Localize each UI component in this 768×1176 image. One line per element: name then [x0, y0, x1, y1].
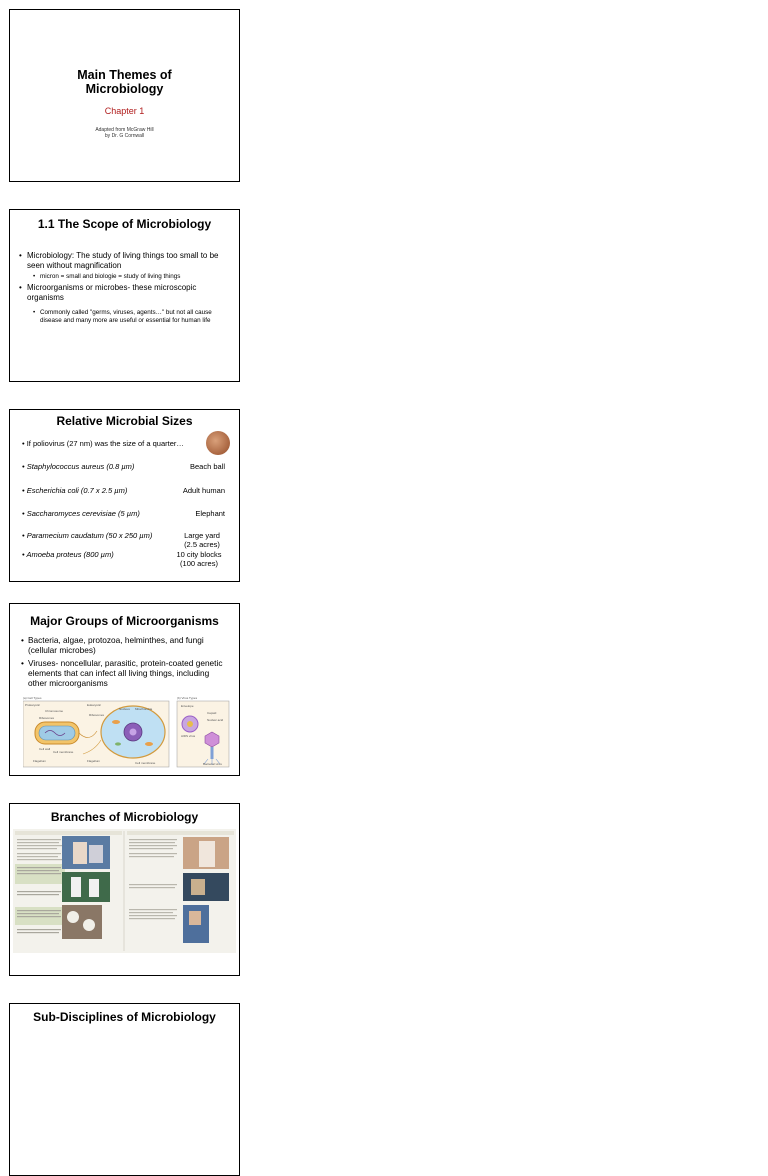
diagram-label: Ribosomes — [89, 713, 105, 717]
size-row-organism: • If poliovirus (27 nm) was the size of a quarter… — [22, 439, 184, 448]
slide-major-groups[interactable] — [9, 603, 240, 776]
credit-line-1: Adapted from McGraw Hill — [95, 127, 154, 133]
size-row-comparison: Elephant — [195, 509, 225, 518]
credit-line-2: by Dr. G Cornwall — [104, 133, 145, 139]
bullet-item: • Viruses- noncellular, parasitic, protein-coated genetic elements that can infect all living things, including other microorganisms — [10, 658, 239, 688]
diagram-label: Eukaryotic — [87, 703, 102, 707]
bullet-item: • Microorganisms or microbes- these microscopic organisms — [10, 283, 239, 303]
textbook-spread-illustration — [13, 829, 236, 953]
size-row-comparison: Adult human — [182, 486, 225, 495]
slide-heading: Sub-Disciplines of Microbiology — [33, 1010, 216, 1024]
textbook-spread-image — [13, 829, 236, 953]
slide-heading: Relative Microbial Sizes — [56, 414, 193, 428]
diagram-label: (a) Cell Types — [23, 696, 42, 700]
slide-credit — [10, 127, 239, 139]
size-row-organism: • Escherichia coli (0.7 x 2.5 µm) — [22, 486, 127, 495]
diagram-label: Ribosomes — [39, 716, 55, 720]
size-row-comparison: Beach ball — [189, 462, 225, 471]
cell-virus-diagram — [23, 696, 235, 768]
bullet-item: • Bacteria, algae, protozoa, helminthes, and fungi (cellular microbes) — [10, 635, 239, 655]
bullet-item: • Microbiology: The study of living things too small to be seen without magnification — [10, 251, 239, 271]
diagram-label: (b) Virus Types — [177, 696, 198, 700]
size-row-organism: • Staphylococcus aureus (0.8 µm) — [22, 462, 134, 471]
slide-heading: 1.1 The Scope of Microbiology — [37, 217, 212, 231]
bullet-list — [10, 251, 239, 325]
diagram-label: Flagellum — [33, 759, 47, 763]
diagram-label: Cell wall — [39, 747, 51, 751]
slide-subtitle: Chapter 1 — [104, 106, 145, 116]
diagram-label: Prokaryotic — [25, 703, 41, 707]
diagram-label: Bacterial virus — [203, 762, 222, 766]
diagram-label: Chromosome — [45, 709, 64, 713]
size-row-organism: • Paramecium caudatum (50 x 250 µm) — [22, 531, 152, 540]
diagram-label: Envelope — [181, 704, 194, 708]
slide-title[interactable] — [9, 9, 240, 182]
diagram-label: Mitochondria — [135, 707, 153, 711]
diagram-label: Capsid — [207, 711, 217, 715]
size-row-organism: • Amoeba proteus (800 µm) — [22, 550, 114, 559]
title-line-1: Main Themes of — [77, 68, 172, 82]
sub-bullet-item: • micron = small and biologie = study of living things — [10, 273, 239, 281]
slide-title-heading — [10, 68, 239, 96]
size-row-comparison: Large yard (2.5 acres) — [184, 531, 220, 549]
bullet-list — [10, 635, 239, 688]
diagram-label: Flagellum — [87, 759, 101, 763]
diagram-label: AIDS virus — [181, 734, 196, 738]
size-row-comparison: 10 city blocks (100 acres) — [176, 550, 222, 568]
size-row-organism: • Saccharomyces cerevisiae (5 µm) — [22, 509, 140, 518]
coin-image — [206, 431, 230, 455]
diagram-label: Cell membrane — [53, 750, 74, 754]
diagram-label: Nucleus — [119, 707, 130, 711]
title-line-2: Microbiology — [85, 82, 164, 96]
slide-sub-disciplines[interactable] — [9, 1003, 240, 1176]
sub-bullet-item: • Commonly called "germs, viruses, agents…" but not all cause disease and many more are useful or essential for human life — [10, 309, 239, 325]
slide-branches[interactable] — [9, 803, 240, 976]
slide-scope[interactable] — [9, 209, 240, 382]
diagram-label: Cell membrane — [135, 761, 156, 765]
slide-heading: Major Groups of Microorganisms — [30, 614, 219, 628]
slide-heading: Branches of Microbiology — [50, 810, 199, 824]
diagram-label: Nucleic acid — [207, 718, 224, 722]
slide-relative-sizes[interactable] — [9, 409, 240, 582]
